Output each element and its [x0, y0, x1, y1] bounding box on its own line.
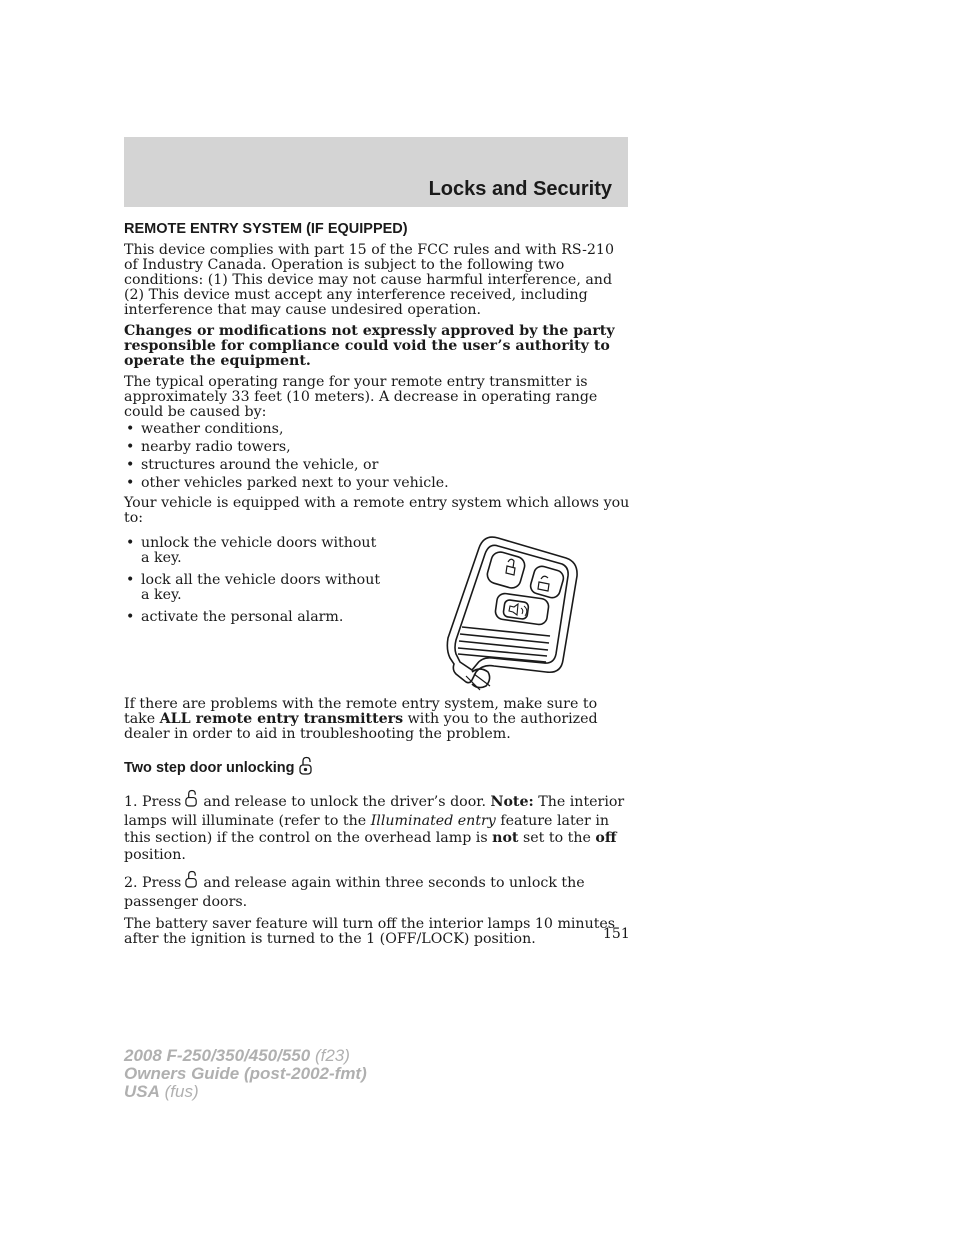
battery-saver-paragraph: The battery saver feature will turn off the interior lamps 10 minutes after the ignition is turned to the 1 (OFF/LOCK) position. — [124, 916, 616, 947]
key-fob-illustration — [446, 532, 586, 697]
problems-text: If there are problems with the remote entry system, make sure to take — [124, 696, 598, 727]
footer-line — [124, 1065, 367, 1083]
section-header-band — [124, 137, 628, 207]
unlock-icon — [184, 789, 199, 813]
list-item: • other vehicles parked next to your vehicle. — [124, 476, 630, 491]
document-footer — [124, 1047, 367, 1101]
range-paragraph: The typical operating range for your remote entry transmitter is approximately 33 feet (10 meters). A decrease in operating range could be caused by: — [124, 374, 598, 420]
problems-emphasis: ALL remote entry transmitters — [159, 711, 404, 727]
step-1-text: position. — [124, 847, 186, 863]
warning-text: Changes or modifications not expressly approved by the party responsible for compliance could void the user’s authority to operate the equipment. — [124, 323, 615, 369]
range-causes-list — [124, 422, 630, 491]
step-1-text: The interior lamps will illuminate (refer to the — [124, 794, 625, 829]
problems-text: with you to the authorized dealer in order to aid in troubleshooting the problem. — [124, 711, 598, 742]
page-heading: REMOTE ENTRY SYSTEM (IF EQUIPPED) — [124, 221, 408, 237]
footer-line — [124, 1047, 367, 1065]
step-2-text: and release again within three seconds to unlock the passenger doors. — [124, 875, 585, 910]
features-block — [124, 532, 630, 697]
footer-model: 2008 F-250/350/450/550 — [124, 1046, 311, 1065]
note-label: Note: — [490, 794, 534, 810]
features-intro: Your vehicle is equipped with a remote entry system which allows you to: — [124, 495, 630, 526]
step-1-text: and release to unlock the driver’s door. — [203, 794, 491, 810]
subheading-text: Two step door unlocking — [124, 760, 295, 776]
unlock-icon — [184, 870, 199, 894]
page-content — [124, 218, 630, 953]
off-emphasis: off — [595, 830, 617, 846]
step-1-paragraph — [124, 789, 630, 864]
list-item: • structures around the vehicle, or — [124, 458, 630, 473]
features-list — [124, 536, 384, 692]
illuminated-entry-reference: Illuminated entry — [370, 813, 496, 829]
page-number: 151 — [603, 926, 630, 942]
fcc-paragraph: This device complies with part 15 of the FCC rules and with RS-210 of Industry Canada. Operation is subject to the following two conditions: (1) This device may not cause harmful interference, and (2) This device must accept any interference received, including interference that may cause undesired operation. — [124, 242, 614, 318]
subheading-two-step — [124, 756, 630, 781]
list-item: • activate the personal alarm. — [124, 610, 384, 625]
footer-guide: Owners Guide (post-2002-fmt) — [124, 1064, 367, 1083]
footer-code: (f23) — [310, 1046, 350, 1065]
step-1-text: 1. Press — [124, 794, 182, 810]
footer-line — [124, 1083, 367, 1101]
step-1-text: feature later in this section) if the control on the overhead lamp is — [124, 813, 610, 846]
footer-market: USA — [124, 1082, 160, 1101]
step-2-paragraph — [124, 870, 630, 911]
step-2-text: 2. Press — [124, 875, 182, 891]
section-title: Locks and Security — [428, 178, 612, 200]
list-item: • lock all the vehicle doors without a key. — [124, 573, 384, 603]
step-1-text: set to the — [518, 830, 596, 846]
not-emphasis: not — [492, 830, 519, 846]
footer-market-code: (fus) — [159, 1082, 199, 1101]
list-item: • unlock the vehicle doors without a key. — [124, 536, 384, 566]
list-item: • weather conditions, — [124, 422, 630, 437]
list-item: • nearby radio towers, — [124, 440, 630, 455]
unlock-icon — [298, 756, 314, 781]
problems-paragraph — [124, 697, 630, 742]
warning-paragraph — [124, 324, 630, 369]
